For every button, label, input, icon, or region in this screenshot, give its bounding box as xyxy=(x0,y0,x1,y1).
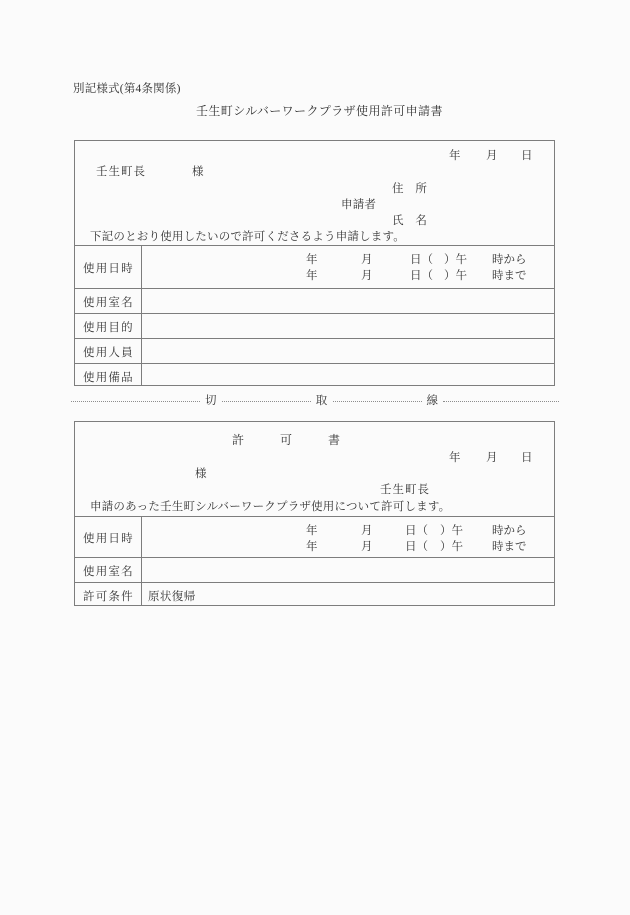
cut-line xyxy=(66,392,564,408)
application-datetime-2-day: 日（ xyxy=(410,270,433,282)
permit-table-column-divider xyxy=(141,516,142,606)
permit-datetime-1-time: 時から xyxy=(492,525,527,537)
cut-line-char-1: 切 xyxy=(205,395,217,407)
application-date-month: 月 xyxy=(486,150,498,162)
application-table-rule-4 xyxy=(74,338,555,339)
addressee-honorific: 様 xyxy=(192,166,204,178)
application-datetime-1-time: 時から xyxy=(492,254,527,266)
application-table-rule-1 xyxy=(74,245,555,246)
addressee-name: 壬生町長 xyxy=(96,166,146,178)
application-datetime-2-month: 月 xyxy=(361,270,373,282)
application-date-day: 日 xyxy=(521,150,533,162)
permit-table-rule-1 xyxy=(74,516,555,517)
application-row-label-purpose: 使用目的 xyxy=(83,322,134,334)
permit-datetime-2-year: 年 xyxy=(306,541,318,553)
application-datetime-1-ampm: ）午 xyxy=(444,254,467,266)
application-row-label-datetime: 使用日時 xyxy=(83,263,134,275)
permit-issuer: 壬生町長 xyxy=(380,484,430,496)
application-value-purpose[interactable] xyxy=(148,319,548,333)
name-label: 氏 名 xyxy=(392,215,428,227)
permit-datetime-2-time: 時まで xyxy=(492,541,527,553)
permit-datetime-1-day: 日（ xyxy=(405,525,428,537)
document-title: 壬生町シルバーワークプラザ使用許可申請書 xyxy=(196,104,443,118)
permit-row-label-room: 使用室名 xyxy=(83,566,134,578)
cut-line-dash-1 xyxy=(71,401,200,402)
permit-date-month: 月 xyxy=(486,452,498,464)
permit-value-room[interactable] xyxy=(148,563,548,577)
permit-datetime-2-month: 月 xyxy=(361,541,373,553)
cut-line-char-3: 線 xyxy=(426,395,439,407)
application-datetime-1-month: 月 xyxy=(361,254,373,266)
permit-date-year: 年 xyxy=(449,452,461,464)
application-datetime-2-time: 時まで xyxy=(492,270,527,282)
permit-datetime-1-month: 月 xyxy=(361,525,373,537)
cut-line-dash-4 xyxy=(443,401,559,402)
permit-recipient-honorific: 様 xyxy=(195,468,207,480)
permit-datetime-2-day: 日（ xyxy=(405,541,428,553)
permit-datetime-1-year: 年 xyxy=(306,525,318,537)
permit-date-day: 日 xyxy=(521,452,533,464)
address-label: 住 所 xyxy=(392,183,428,195)
application-datetime-1-day: 日（ xyxy=(410,254,433,266)
application-table-column-divider xyxy=(141,245,142,386)
application-table-rule-3 xyxy=(74,313,555,314)
permit-datetime-1-ampm: ）午 xyxy=(440,525,463,537)
application-table-rule-2 xyxy=(74,288,555,289)
cut-line-dash-2 xyxy=(222,401,311,402)
application-row-label-equipment: 使用備品 xyxy=(83,372,134,384)
application-value-room[interactable] xyxy=(148,294,548,308)
applicant-label: 申請者 xyxy=(341,199,377,211)
application-row-label-headcount: 使用人員 xyxy=(83,347,134,359)
application-value-headcount[interactable] xyxy=(148,344,548,358)
application-row-label-room: 使用室名 xyxy=(83,297,134,309)
application-statement: 下記のとおり使用したいので許可くださるよう申請します。 xyxy=(90,231,405,243)
application-datetime-2-ampm: ）午 xyxy=(444,270,467,282)
permit-table-rule-3 xyxy=(74,582,555,583)
permit-row-label-conditions: 許可条件 xyxy=(83,591,134,603)
application-date-year: 年 xyxy=(449,150,461,162)
cut-line-char-2: 取 xyxy=(315,395,328,407)
form-number: 別記様式(第4条関係) xyxy=(73,83,181,95)
permit-title: 許可書 xyxy=(232,433,377,447)
permit-table-rule-2 xyxy=(74,557,555,558)
cut-line-dash-3 xyxy=(333,401,422,402)
permit-statement: 申請のあった壬生町シルバーワークプラザ使用について許可します。 xyxy=(90,501,451,513)
permit-row-label-datetime: 使用日時 xyxy=(83,533,134,545)
application-value-equipment[interactable] xyxy=(148,369,548,383)
permit-datetime-2-ampm: ）午 xyxy=(440,541,463,553)
application-datetime-2-year: 年 xyxy=(306,270,318,282)
application-table-rule-5 xyxy=(74,363,555,364)
application-datetime-1-year: 年 xyxy=(306,254,318,266)
permit-value-conditions[interactable]: 原状復帰 xyxy=(148,591,196,603)
